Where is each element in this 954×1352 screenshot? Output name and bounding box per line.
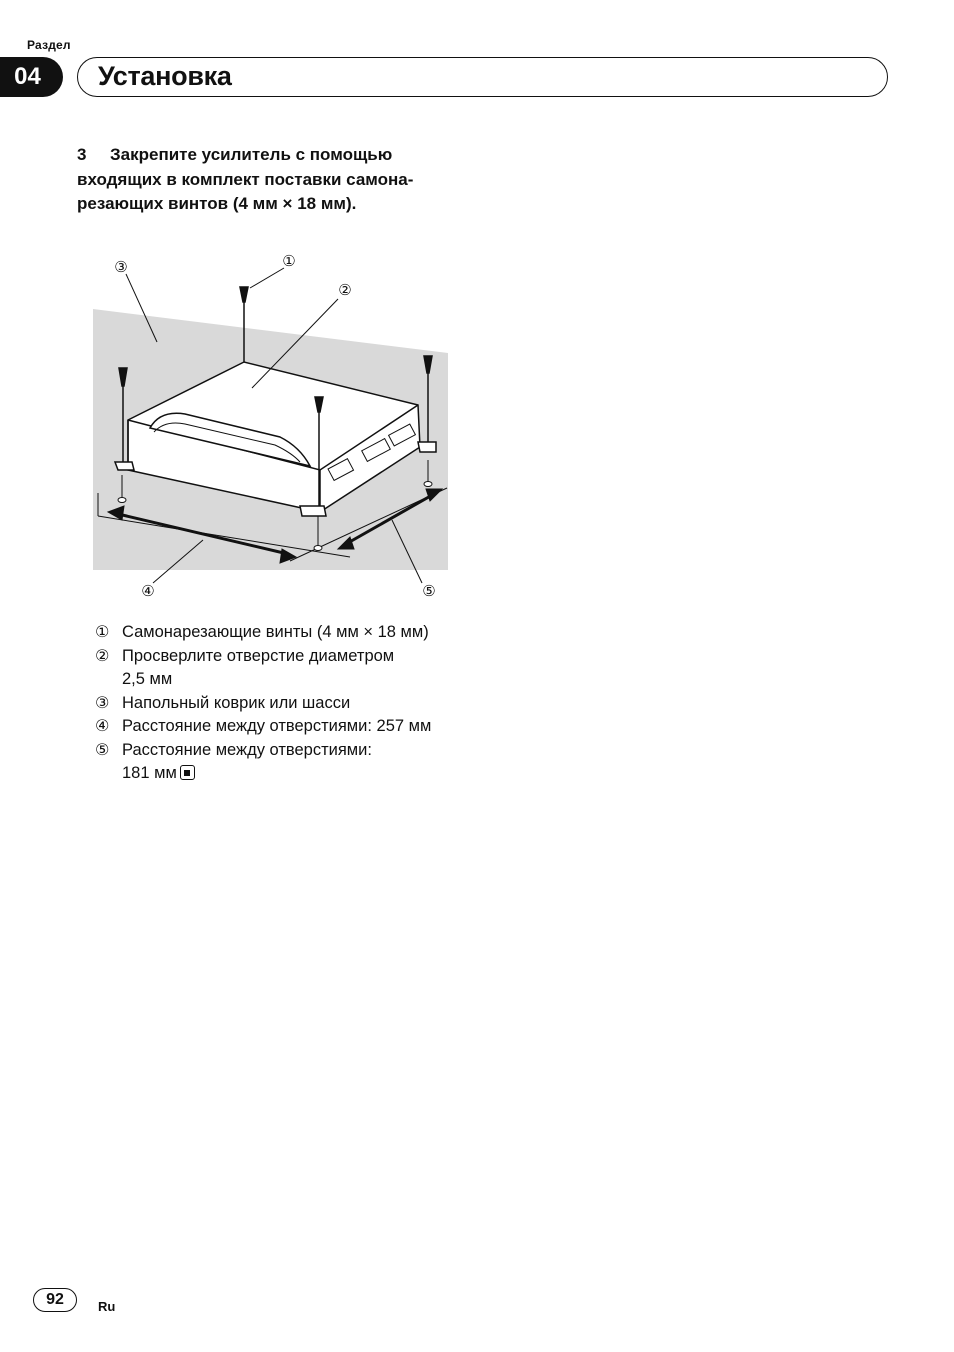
legend-text: 181 мм — [122, 764, 177, 782]
legend-item — [95, 621, 475, 645]
legend-item — [95, 739, 475, 786]
legend-marker: ④ — [95, 718, 110, 735]
legend-text: Самонарезающие винты (4 мм × 18 мм) — [122, 623, 429, 641]
legend-item — [95, 715, 475, 739]
step-line-1 — [77, 143, 467, 168]
step-instruction — [77, 143, 467, 217]
legend-list — [95, 621, 475, 786]
step-text-3: резающих винтов (4 мм × 18 мм). — [77, 194, 357, 213]
legend-last-line — [122, 762, 475, 786]
legend-marker: ② — [95, 647, 110, 665]
step-text-1: Закрепите усилитель с помощью — [110, 145, 393, 164]
section-number-tab: 04 — [0, 57, 63, 97]
legend-text: 2,5 мм — [122, 670, 173, 688]
callout-2: ② — [338, 281, 352, 299]
page-title: Установка — [98, 61, 232, 91]
page-number: 92 — [33, 1288, 77, 1312]
legend-text: Расстояние между отверстиями: — [122, 740, 372, 759]
callout-5: ⑤ — [422, 582, 436, 600]
callout-1: ① — [282, 252, 296, 270]
callout-3: ③ — [114, 258, 128, 276]
title-bar — [77, 57, 888, 97]
legend-item — [95, 645, 475, 692]
language-code: Ru — [98, 1299, 116, 1314]
callout-4: ④ — [141, 582, 155, 600]
end-of-section-icon — [180, 765, 195, 780]
amplifier-mounting-diagram — [80, 245, 465, 605]
legend-text: Расстояние между отверстиями: 257 мм — [122, 717, 432, 735]
legend-text: Напольный коврик или шасси — [122, 693, 351, 712]
legend-marker: ① — [95, 624, 110, 641]
section-label: Раздел — [27, 38, 71, 52]
legend-item — [95, 692, 475, 716]
step-text-2: входящих в комплект поставки самона- — [77, 169, 414, 189]
step-number: 3 — [77, 145, 87, 164]
legend-marker: ③ — [95, 694, 110, 712]
legend-text: Просверлите отверстие диаметром — [122, 646, 395, 665]
legend-marker: ⑤ — [95, 741, 110, 759]
